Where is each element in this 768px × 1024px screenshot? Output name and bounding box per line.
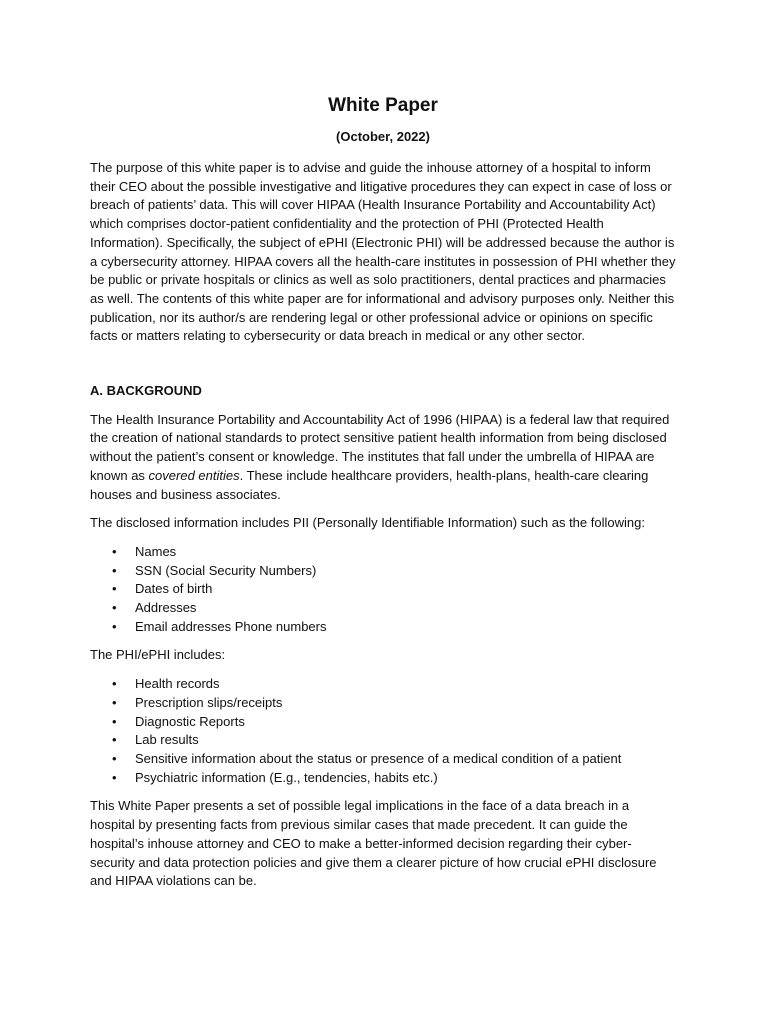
list-item-text: Health records [135, 676, 220, 692]
list-item-text: Prescription slips/receipts [135, 694, 283, 710]
list-item-text: SSN (Social Security Numbers) [135, 562, 317, 578]
bullet-icon: • [112, 750, 117, 766]
phi-intro-paragraph: The PHI/ePHI includes: [90, 647, 226, 663]
list-item [90, 713, 676, 732]
list-item-text: Dates of birth [135, 581, 213, 597]
list-item [90, 675, 676, 694]
bullet-icon: • [112, 732, 117, 748]
phi-list [90, 675, 676, 787]
bullet-icon: • [112, 769, 117, 785]
list-item [90, 599, 676, 618]
list-item [90, 562, 676, 581]
covered-entities-term: covered entities [148, 467, 240, 483]
list-item [90, 750, 676, 769]
list-item-text: Email addresses Phone numbers [135, 618, 327, 634]
list-item-text: Sensitive information about the status or presence of a medical condition of a patient [135, 750, 622, 766]
bullet-icon: • [112, 713, 117, 729]
list-item-text: Lab results [135, 732, 199, 748]
page-title: White Paper [328, 95, 438, 116]
list-item [90, 618, 676, 637]
bullet-icon: • [112, 618, 117, 634]
list-item-text: Names [135, 543, 177, 559]
bullet-icon: • [112, 543, 117, 559]
list-item [90, 731, 676, 750]
intro-paragraph: The purpose of this white paper is to advise and guide the inhouse attorney of a hospital to inform their CEO about the possible investigative and litigative procedures they can expect in case of loss or breach of patients’ data. This will cover HIPAA (Health Insurance Portability and Accountability Act) which comprises doctor-patient confidentiality and the protection of PHI (Protected Health Information). Specifically, the subject of ePHI (Electronic PHI) will be addressed because the author is a cybersecurity attorney. HIPAA covers all the health-care institutes in possession of PHI whether they be public or private hospitals or clinics as well as solo practitioners, dental practices and pharmacies as well. The contents of this white paper are for informational and advisory purposes only. Neither this publication, nor its author/s are rendering legal or other professional advice or opinions on specific facts or matters relating to cybersecurity or data breach in medical or any other sector. [90, 160, 676, 344]
closing-paragraph: This White Paper presents a set of possible legal implications in the face of a data breach in a hospital by presenting facts from previous similar cases that made precedent. It can guide the hospital’s inhouse attorney and CEO to make a better-informed decision regarding their cyber-security and data protection policies and give them a clearer picture of how crucial ePHI disclosure and HIPAA violations can be. [90, 798, 657, 889]
list-item-text: Addresses [135, 600, 197, 616]
section-heading-background: A. BACKGROUND [90, 383, 202, 399]
bullet-icon: • [112, 676, 117, 692]
bullet-icon: • [112, 694, 117, 710]
bullet-icon: • [112, 562, 117, 578]
pii-list [90, 543, 676, 637]
background-text-end: . These include healthcare providers, health-plans, health-care clearing houses and business associates. [90, 467, 649, 502]
list-item-text: Diagnostic Reports [135, 713, 245, 729]
bullet-icon: • [112, 600, 117, 616]
bullet-icon: • [112, 581, 117, 597]
list-item-text: Psychiatric information (E.g., tendencies, habits etc.) [135, 769, 438, 785]
list-item [90, 543, 676, 562]
background-paragraph [90, 411, 676, 505]
document-date: (October, 2022) [336, 129, 430, 144]
pii-intro-paragraph: The disclosed information includes PII (Personally Identifiable Information) such as the following: [90, 515, 645, 531]
list-item [90, 580, 676, 599]
list-item [90, 769, 676, 788]
background-text-start: The Health Insurance Portability and Accountability Act of 1996 (HIPAA) is a federal law that required the creation of national standards to protect sensitive patient health information from being disclosed without the patient’s consent or knowledge. The institutes that fall under the umbrella of HIPAA are known as [90, 411, 670, 483]
list-item [90, 694, 676, 713]
